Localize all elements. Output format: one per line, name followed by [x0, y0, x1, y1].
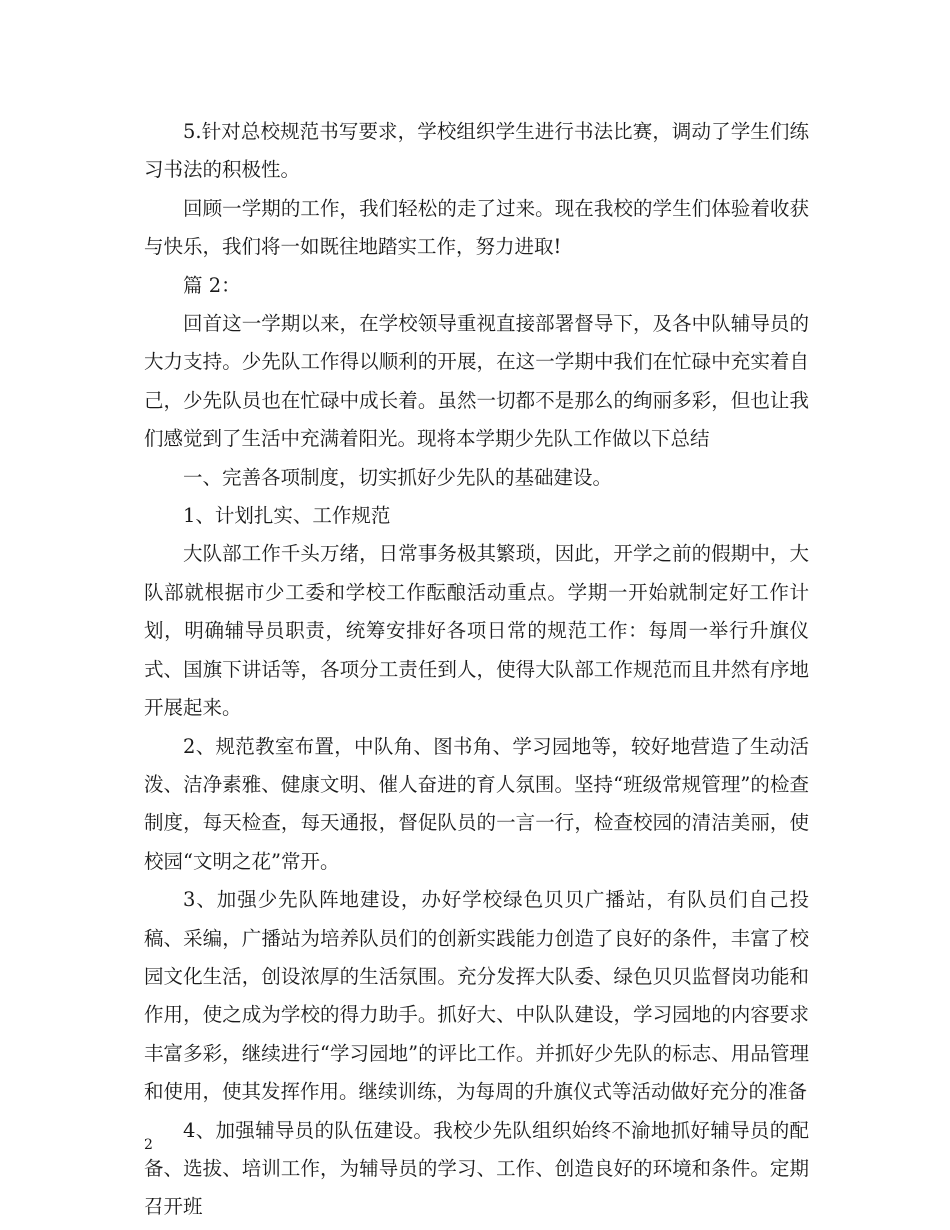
paragraph-intro: 回首这一学期以来，在学校领导重视直接部署督导下，及各中队辅导员的大力支持。少先队工作得以顺利的开展，在这一学期中我们在忙碌中充实着自己，少先队员也在忙碌中成长着。虽然一切都不是那么的绚丽多彩，但也让我们感觉到了生活中充满着阳光。现将本学期少先队工作做以下总结 — [144, 312, 809, 451]
paragraph-calligraphy: 5.针对总校规范书写要求，学校组织学生进行书法比赛，调动了学生们练习书法的积极性。 — [144, 120, 809, 182]
paragraph-review: 回顾一学期的工作，我们轻松的走了过来。现在我校的学生们体验着收获与快乐，我们将一如既往地踏实工作，努力进取! — [144, 196, 809, 259]
paragraph-classroom-layout: 2、规范教室布置，中队角、图书角、学习园地等，较好地营造了生动活泼、洁净素雅、健康文明、催人奋进的育人氛围。坚持“班级常规管理”的检查制度，每天检查，每天通报，督促队员的一言一行，检查校园的清洁美丽，使校园“文明之花”常开。 — [144, 734, 809, 873]
paragraph-brigade-work: 大队部工作千头万绪，日常事务极其繁琐，因此，开学之前的假期中，大队部就根据市少工委和学校工作酝酿活动重点。学期一开始就制定好工作计划，明确辅导员职责，统筹安排好各项日常的规范工作：每周一举行升旗仪式、国旗下讲话等，各项分工责任到人，使得大队部工作规范而且井然有序地开展起来。 — [144, 542, 809, 720]
page-number: 2 — [144, 1137, 153, 1153]
document-body — [144, 113, 809, 1227]
subheading-plan: 1、计划扎实、工作规范 — [183, 504, 391, 528]
paragraph-counselor-team: 4、加强辅导员的队伍建设。我校少先队组织始终不渝地抓好辅导员的配备、选拔、培训工作，为辅导员的学习、工作、创造良好的环境和条件。定期召开班 — [144, 1118, 809, 1219]
paragraph-position-building: 3、加强少先队阵地建设，办好学校绿色贝贝广播站，有队员们自己投稿、采编，广播站为培养队员们的创新实践能力创造了良好的条件，丰富了校园文化生活，创设浓厚的生活氛围。充分发挥大队委、绿色贝贝监督岗功能和作用，使之成为学校的得力助手。抓好大、中队队建设，学习园地的内容要求丰富多彩，继续进行“学习园地”的评比工作。并抓好少先队的标志、用品管理和使用，使其发挥作用。继续训练，为每周的升旗仪式等活动做好充分的准备 — [144, 888, 809, 1104]
heading-system-improvement: 一、完善各项制度，切实抓好少先队的基础建设。 — [183, 465, 613, 489]
section-heading-part-2: 篇 2： — [183, 273, 241, 297]
